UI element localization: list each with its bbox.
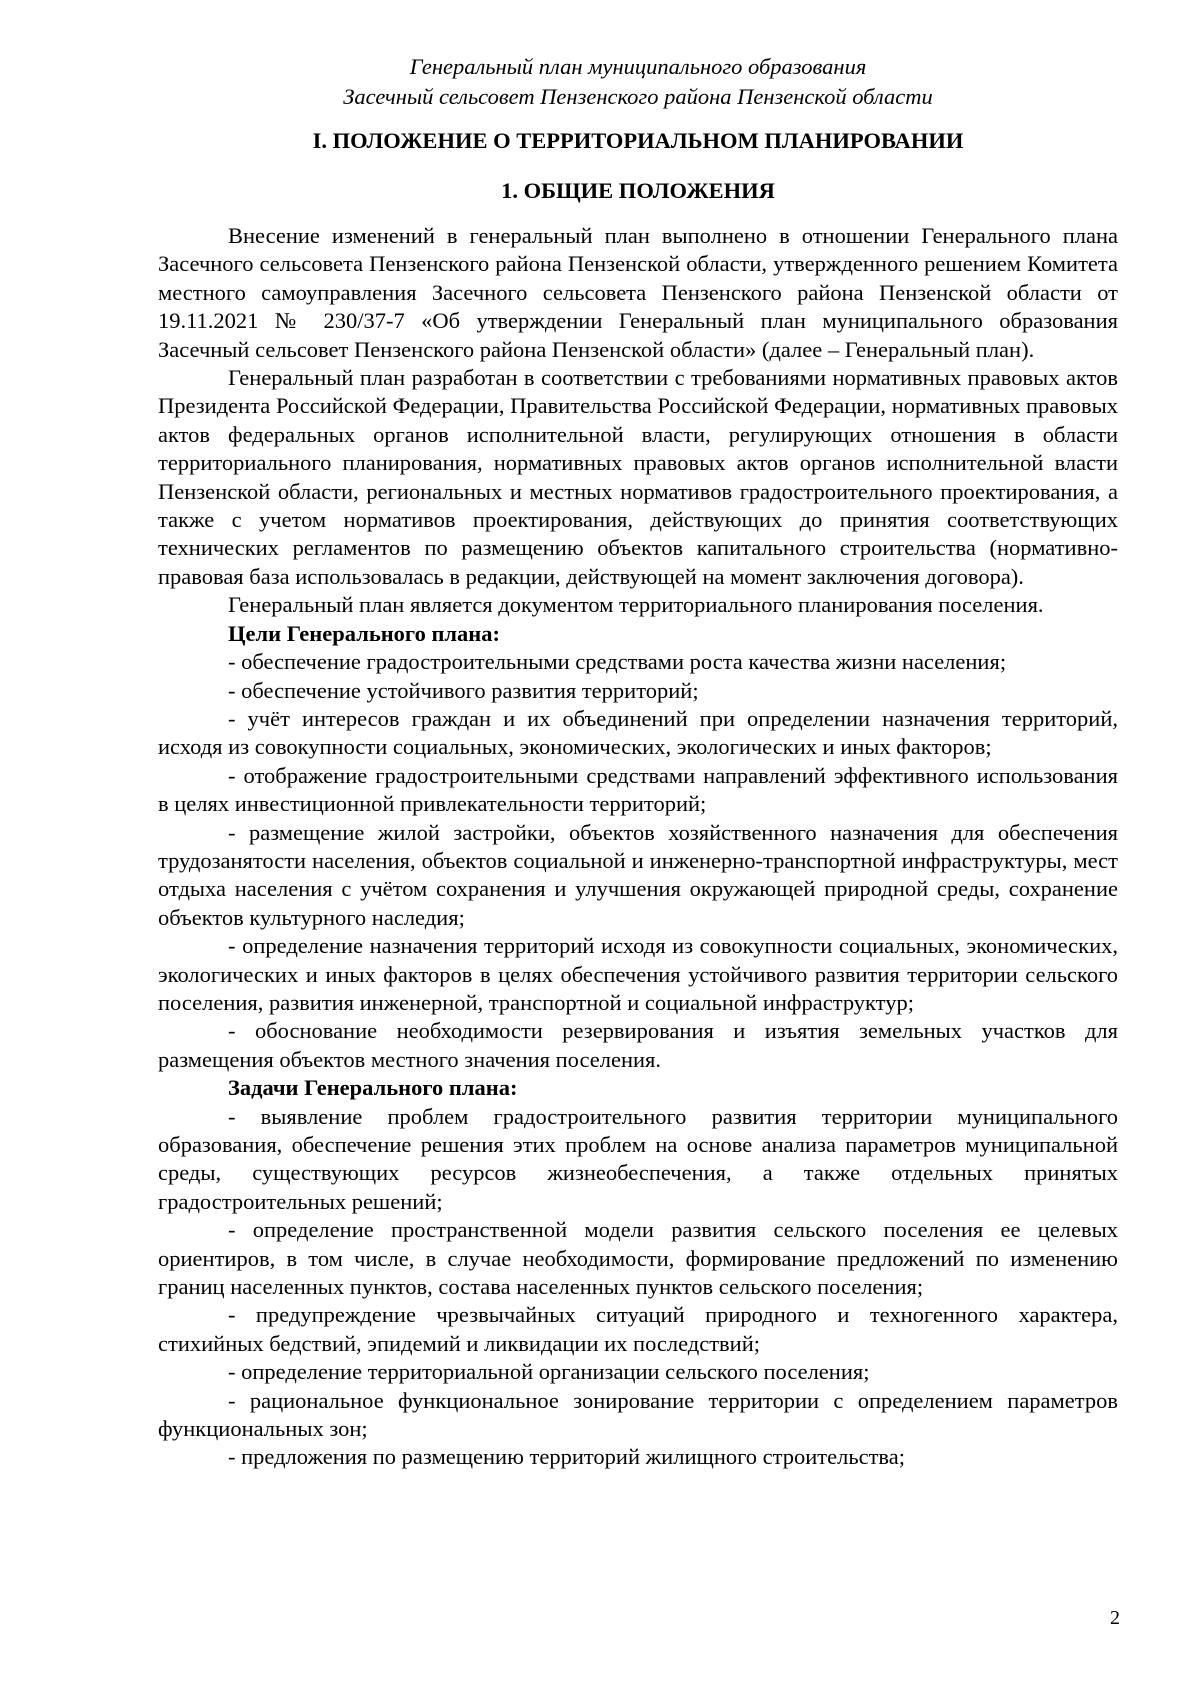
running-header [158, 52, 1118, 112]
tasks-heading: Задачи Генерального плана: [228, 1075, 518, 1101]
list-item: - определение назначения территорий исходя из совокупности социальных, экономических, экологических и иных факторов в целях обеспечения устойчивого развития территории сельского поселения, развития инженерной, транспортной и социальной инфраструктур; [158, 933, 1118, 1015]
paragraph: Генеральный план является документом территориального планирования поселения. [228, 592, 1044, 618]
list-item: - выявление проблем градостроительного развития территории муниципального образования, обеспечение решения этих проблем на основе анализа параметров муниципальной среды, существующих ресурсов жизнеобеспечения, а также отдельных принятых градостроительных решений; [158, 1103, 1118, 1214]
list-item: - размещение жилой застройки, объектов хозяйственного назначения для обеспечения трудозанятости населения, объектов социальной и инженерно-транспортной инфраструктуры, мест отдыха населения с учётом сохранения и улучшения окружающей природной среды, сохранение объектов культурного наследия; [158, 819, 1118, 930]
document-page [158, 52, 1118, 1472]
list-item: - определение территориальной организации сельского поселения; [228, 1359, 870, 1385]
list-item: - обеспечение градостроительными средствами роста качества жизни населения; [228, 649, 1007, 675]
page-number: 2 [1110, 1607, 1120, 1629]
list-item: - рациональное функциональное зонирование территории с определением параметров функциональных зон; [158, 1387, 1118, 1442]
list-item: - определение пространственной модели развития сельского поселения ее целевых ориентиров, в том числе, в случае необходимости, формирование предложений по изменению границ населенных пунктов, состава населенных пунктов сельского поселения; [158, 1217, 1118, 1300]
document-body [158, 222, 1118, 1472]
list-item: - предупреждение чрезвычайных ситуаций природного и техногенного характера, стихийных бедствий, эпидемий и ликвидации их последствий; [158, 1302, 1118, 1356]
chapter-title: 1. ОБЩИЕ ПОЛОЖЕНИЯ [501, 178, 775, 203]
section-title: I. ПОЛОЖЕНИЕ О ТЕРРИТОРИАЛЬНОМ ПЛАНИРОВАНИИ [312, 128, 964, 153]
paragraph: Генеральный план разработан в соответствии с требованиями нормативных правовых актов Президента Российской Федерации, Правительства Российской Федерации, нормативных правовых актов федеральных органов исполнительной власти, регулирующих отношения в области территориального планирования, нормативных правовых актов органов исполнительной власти Пензенской области, региональных и местных нормативов градостроительного проектирования, а также с учетом нормативов проектирования, действующих до принятия соответствующих технических регламентов по размещению объектов капитального строительства (нормативно-правовая база использовалась в редакции, действующей на момент заключения договора). [158, 365, 1118, 589]
goals-heading: Цели Генерального плана: [228, 620, 501, 646]
list-item: - предложения по размещению территорий жилищного строительства; [228, 1444, 905, 1470]
header-line-1: Генеральный план муниципального образования [409, 54, 867, 79]
list-item: - обеспечение устойчивого развития территорий; [228, 677, 699, 703]
list-item: - учёт интересов граждан и их объединений при определении назначения территорий, исходя из совокупности социальных, экономических, экологических и иных факторов; [158, 705, 1118, 760]
header-line-2: Засечный сельсовет Пензенского района Пензенской области [343, 84, 933, 109]
paragraph: Внесение изменений в генеральный план выполнено в отношении Генерального плана Засечного сельсовета Пензенского района Пензенской области, утвержденного решением Комитета местного самоуправления Засечного сельсовета Пензенского района Пензенской области от 19.11.2021 № 230/37-7 «Об утверждении Генеральный план муниципального образования Засечный сельсовет Пензенского района Пензенской области» (далее – Генеральный план). [158, 223, 1118, 362]
list-item: - обоснование необходимости резервирования и изъятия земельных участков для размещения объектов местного значения поселения. [158, 1018, 1118, 1072]
list-item: - отображение градостроительными средствами направлений эффективного использования в целях инвестиционной привлекательности территорий; [158, 762, 1118, 817]
